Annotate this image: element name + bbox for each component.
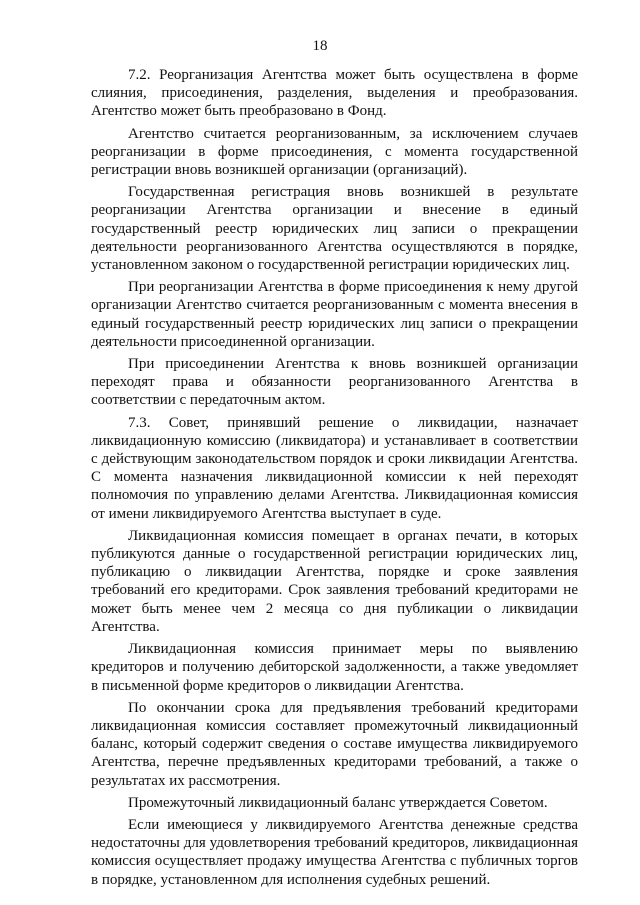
paragraph-balance-approval: Промежуточный ликвидационный баланс утверждается Советом. — [128, 794, 548, 811]
paragraph-creditors: Ликвидационная комиссия принимает меры по выявлению кредиторов и получению дебиторской задолженности, а также уведомляет в письменной форме кредиторов о ликвидации Агентства. — [91, 641, 578, 694]
paragraph-7-3: 7.3. Совет, принявший решение о ликвидации, назначает ликвидационную комиссию (ликвидатора) и устанавливает в соответствии с действующим законодательством порядок и сроки ликвидации Агентства. С момента назначения ликвидационной комиссии к ней переходят полномочия по управлению делами Агентства. Ликвидационная комиссия от имени ликвидируемого Агентства выступает в суде. — [91, 414, 578, 522]
paragraph-state-registration: Государственная регистрация вновь возникшей в результате реорганизации Агентства организации и внесение в единый государственный реестр юридических лиц записи о прекращении деятельности реорганизованного Агентства осуществляются в порядке, установленном законом о государственной регистрации юридических лиц. — [91, 184, 578, 274]
paragraph-7-2: 7.2. Реорганизация Агентства может быть осуществлена в форме слияния, присоединения, разделения, выделения и преобразования. Агентство может быть преобразовано в Фонд. — [91, 67, 578, 120]
paragraph-reorganization-moment: Агентство считается реорганизованным, за исключением случаев реорганизации в форме присоединения, с момента государственной регистрации вновь возникшей организации (организаций). — [91, 125, 578, 179]
paragraph-publication: Ликвидационная комиссия помещает в органах печати, в которых публикуются данные о государственной регистрации юридических лиц, публикацию о ликвидации Агентства, порядке и сроке заявления требований его кредиторами. Срок заявления требований кредиторами не может быть менее чем 2 месяца со дня публикации о ликвидации Агентства. — [91, 527, 578, 635]
paragraph-accession: При реорганизации Агентства в форме присоединения к нему другой организации Агентство считается реорганизованным с момента внесения в единый государственный реестр юридических лиц записи о прекращении деятельности присоединенной организации. — [91, 279, 578, 350]
paragraph-transfer-act: При присоединении Агентства к вновь возникшей организации переходят права и обязанности реорганизованного Агентства в соответствии с передаточным актом. — [91, 356, 578, 409]
paragraph-asset-sale: Если имеющиеся у ликвидируемого Агентства денежные средства недостаточны для удовлетворения требований кредиторов, ликвидационная комиссия осуществляет продажу имущества Агентства с публичных торгов в порядке, установленном для исполнения судебных решений. — [91, 816, 578, 888]
page-number: 18 — [312, 38, 328, 54]
document-body — [91, 66, 578, 893]
paragraph-interim-balance: По окончании срока для предъявления требований кредиторами ликвидационная комиссия составляет промежуточный ликвидационный баланс, который содержит сведения о составе имущества ликвидируемого Агентства, перечне предъявленных кредиторами требований, а также о результатах их рассмотрения. — [91, 699, 578, 789]
